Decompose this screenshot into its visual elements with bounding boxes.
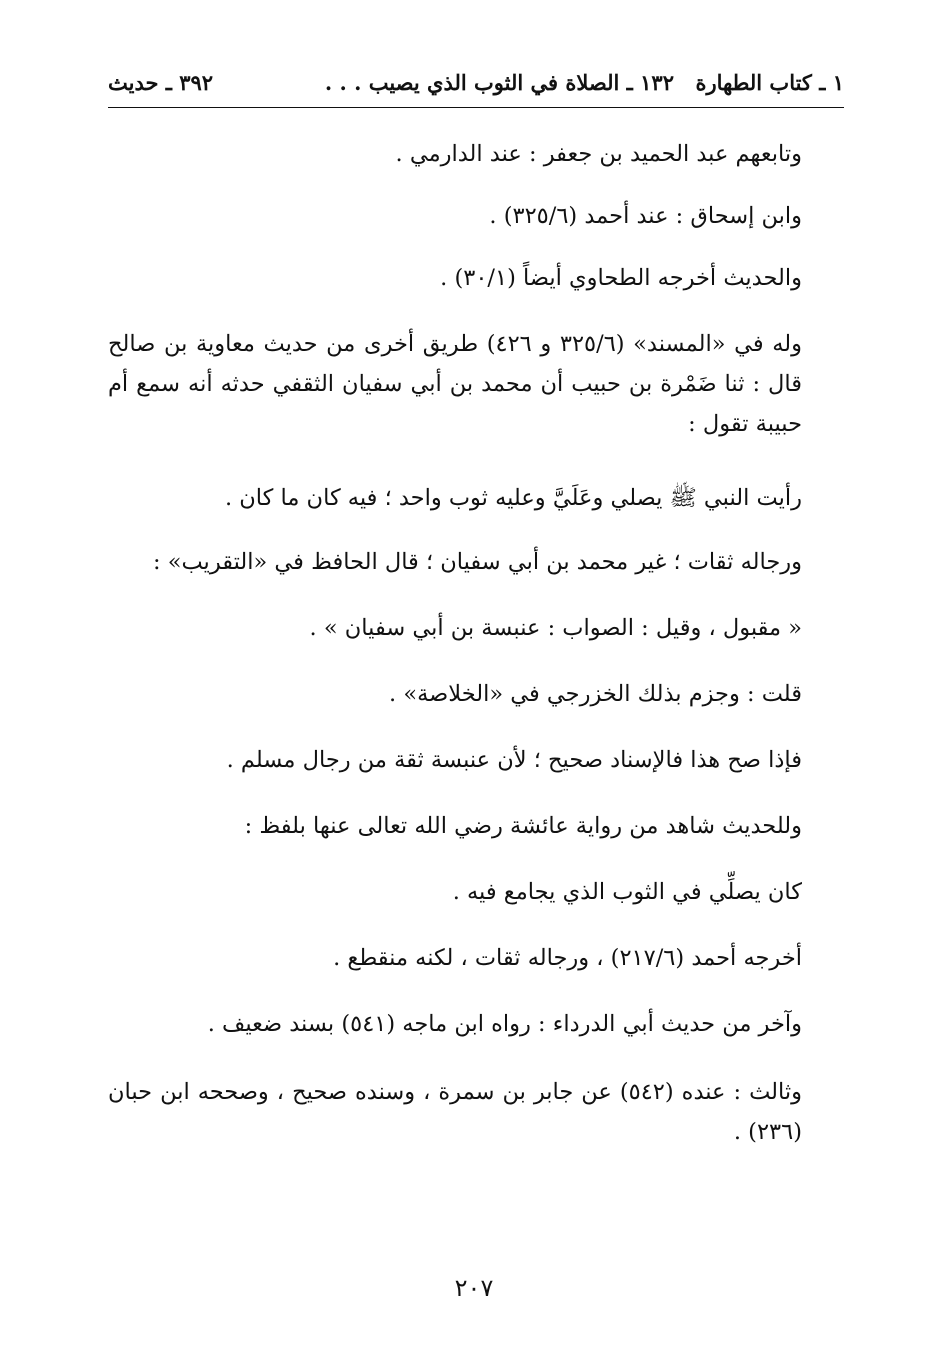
header-chapter-title: ١٣٢ ـ الصلاة في الثوب الذي يصيب . . .: [324, 70, 674, 95]
paragraph-7: « مقبول ، وقيل : الصواب : عنبسة بن أبي سفيان » .: [309, 615, 802, 641]
header-hadith-number: ٣٩٢ ـ حديث: [108, 70, 214, 95]
paragraph-9: فإذا صح هذا فالإسناد صحيح ؛ لأن عنبسة ثقة من رجال مسلم .: [226, 747, 802, 773]
page-number: ٢٠٧: [454, 1274, 494, 1302]
paragraph-1: وتابعهم عبد الحميد بن جعفر : عند الدارمي .: [395, 141, 802, 167]
paragraph-12: أخرجه أحمد (٢١٧/٦) ، ورجاله ثقات ، لكنه منقطع .: [333, 945, 802, 971]
paragraph-3: والحديث أخرجه الطحاوي أيضاً (٣٠/١) .: [440, 265, 802, 291]
paragraph-10: وللحديث شاهد من رواية عائشة رضي الله تعالى عنها بلفظ :: [244, 813, 802, 839]
paragraph-5: رأيت النبي ﷺ يصلي وعَلَيَّ وعليه ثوب واحد ؛ فيه كان ما كان .: [224, 485, 802, 511]
paragraph-2: وابن إسحاق : عند أحمد (٣٢٥/٦) .: [489, 203, 802, 229]
paragraph-4: وله في «المسند» (٣٢٥/٦ و ٤٢٦) طريق أخرى من حديث معاوية بن صالح قال : ثنا ضَمْرة بن حبيب أن محمد بن أبي سفيان الثقفي حدثه أنه سمع أم حبيبة تقول :: [108, 331, 802, 437]
paragraph-14: وثالث : عنده (٥٤٢) عن جابر بن سمرة ، وسنده صحيح ، وصححه ابن حبان (٢٣٦) .: [108, 1079, 802, 1145]
paragraph-8: قلت : وجزم بذلك الخزرجي في «الخلاصة» .: [389, 681, 802, 707]
paragraph-6: ورجاله ثقات ؛ غير محمد بن أبي سفيان ؛ قال الحافظ في «التقريب» :: [152, 549, 802, 575]
paragraph-11: كان يصلِّي في الثوب الذي يجامع فيه .: [452, 879, 802, 905]
header-book-title: ١ ـ كتاب الطهارة: [695, 70, 844, 95]
header-divider: [108, 107, 844, 108]
paragraph-13: وآخر من حديث أبي الدرداء : رواه ابن ماجه (٥٤١) بسند ضعيف .: [207, 1011, 802, 1037]
running-header: [108, 66, 844, 106]
